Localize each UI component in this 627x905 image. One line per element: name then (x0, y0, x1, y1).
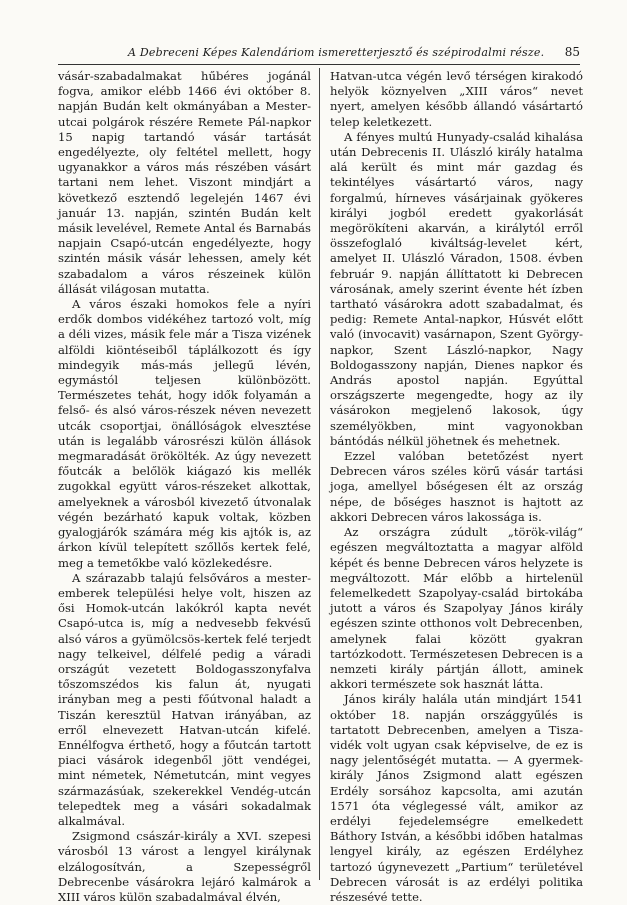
paragraph: A város északi homokos fele a nyíri erdők dombos vidékéhez tartozó volt, míg a déli vizes, másik fele már a Tisza vizének alföldi kiöntéseiből táplálkozott és így mindegyik más-más jellegű lévén, egymástól teljesen különbözött. Természetes tehát, hogy idők folyamán a felső- és alsó város-részek néven nevezett utcák csoportjai, önállóságok elvesztése után is legalább városrészi külön állások megmaradását örökölték. Az úgy nevezett főutcák a belőlök kiágazó kis mellék zugokkal együtt város-részeket alkottak, amelyeknek a városból kivezető útvonalak végén bezárható kapuk voltak, közben gyalogjárók számára még kis ajtók is, az árkon kívül telepített szőllős kertek felé, meg a temetőkbe való közlekedésre. (58, 297, 311, 570)
paragraph: Zsigmond császár-király a XVI. szepesi városból 13 várost a lengyel királynak elzálogosítván, a Szepességről Debrecenbe vásárokra lejáró kalmárok a XIII város külön szabadalmával élvén, (58, 829, 311, 904)
paragraph: Hatvan-utca végén levő térségen kirakodó helyök köznyelven „XIII város“ nevet nyert, amelyen később állandó vásártartó telep keletkezett. (330, 69, 583, 129)
page-number: 85 (564, 45, 580, 59)
page-header (58, 44, 580, 65)
left-column (58, 69, 311, 905)
paragraph: A szárazabb talajú felsőváros a mester-emberek települési helye volt, hiszen az ősi Homok-utcán lakókról kapta nevét Csapó-utca is, míg a nedvesebb fekvésű alsó város a gyümölcsös-kertek felé terjedt nagy telkeivel, délfelé pedig a váradi országút vezetett Boldogasszonyfalva tőszomszédos kis falun át, nyugati irányban meg a pesti főútvonal haladt a Tiszán keresztül Hatvan irányában, az erről elnevezett Hatvan-utcán kifelé. Ennélfogva érthető, hogy a főutcán tartott piaci vásárok idegenből jött vendégei, mint németek, Németutcán, mint vegyes származásúak, szekerekkel Vendég-utcán telepedtek meg a vásári sokadalmak alkalmával. (58, 570, 311, 828)
paragraph: Ezzel valóban betetőzést nyert Debrecen város széles körű vásár tartási joga, amellyel bőségesen élt az ország népe, de bőséges hasznot is hajtott az akkori Debrecen város lakossága is. (330, 449, 583, 524)
column-divider (319, 68, 320, 880)
paragraph: A fényes multú Hunyady-család kihalása után Debrecenis II. Ulászló király hatalma alá került és mint már gazdag és tekintélyes vásártartó város, nagy forgalmú, hírneves vásárjainak gyökeres királyi jogból eredett gyakorlását megörökíteni akarván, a királytól erről összefoglaló kiváltság-levelet kért, amelyet II. Ulászló Váradon, 1508. évben február 9. napján állíttatott ki Debrecen városának, amely szerint évente hét ízben tartható vásárokra adott szabadalmat, és pedig: Remete Antal-napkor, Húsvét előtt való (invocavit) vasárnapon, Szent György-napkor, Szent László-napkor, Nagy Boldogasszony napján, Dienes napkor és András apostol napján. Egyúttal országszerte megengedte, hogy az ily vásárokon megjelenő lakosok, úgy személyökben, mint vagyonokban bántódás nélkül jöhetnek és mehetnek. (330, 129, 583, 448)
paragraph: János király halála után mindjárt 1541 október 18. napján országgyűlés is tartatott Debrecenben, amelyen a Tisza-vidék volt ugyan csak képviselve, de ez is nagy jelentőségét mutatta. — A gyermek-király János Zsigmond alatt egészen Erdély sorsához kapcsolta, ami azután 1571 óta véglegessé vált, amikor az erdélyi fejedelemségre emelkedett Báthory István, a későbbi időben hatalmas lengyel király, az egészen Erdélyhez tartozó úgynevezett „Partium“ területével Debrecen városát is az erdélyi politika részesévé tette. (330, 692, 583, 904)
paragraph: vásár-szabadalmakat hűbéres jogánál fogva, amikor elébb 1466 évi október 8. napján Budán kelt okmányában a Mester-utcai polgárok részére Remete Pál-napkor 15 napig tartandó vásár tartását engedélyezte, oly feltétel mellett, hogy ugyanakkor a város más részében vásárt tartani nem lehet. Viszont mindjárt a következő esztendő legelején 1467 évi január 13. napján, szintén Budán kelt másik levelével, Remete Antal és Barnabás napjain Csapó-utcán engedélyezte, hogy szintén másik vásár lehessen, amely két szabadalom a város részeinek külön állását világosan mutatta. (58, 69, 311, 296)
running-title: A Debreceni Képes Kalendáriom ismeretterjesztő és szépirodalmi része. (128, 46, 545, 59)
paragraph: Az országra zúdult „török-világ“ egészen megváltoztatta a magyar alföld képét és benne Debrecen város helyzete is megváltozott. Már előbb a hirtelenül felemelkedett Szapolyay-család birtokába jutott a város és Szapolyay János király egészen szinte otthonos volt Debrecenben, amelynek falai között gyakran tartózkodott. Természetesen Debrecen is a nemzeti király pártján állott, aminek akkori természete sok hasznát látta. (330, 525, 583, 692)
right-column (330, 69, 583, 905)
